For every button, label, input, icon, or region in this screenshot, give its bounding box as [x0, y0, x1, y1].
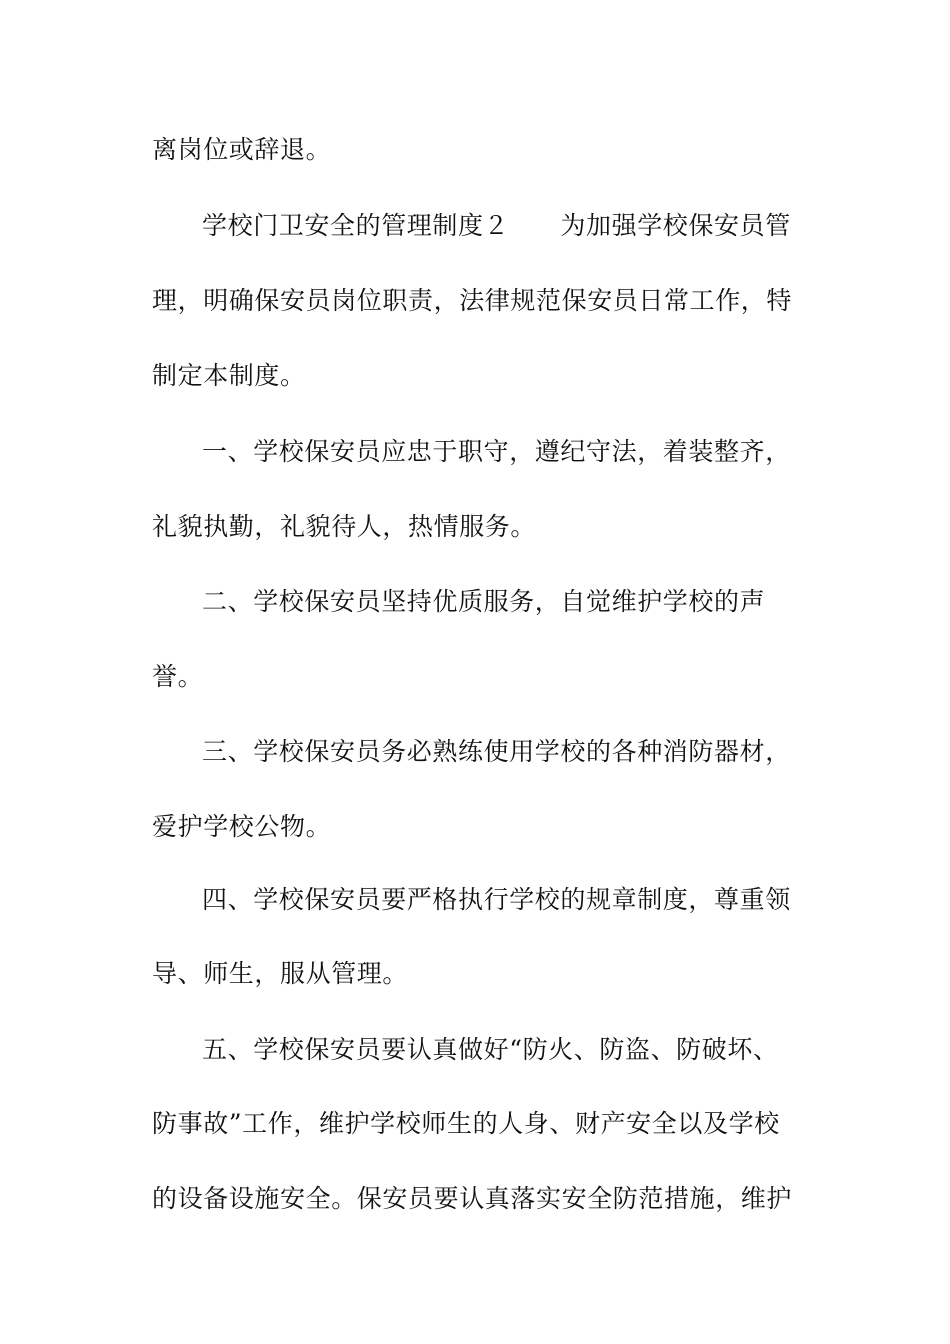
- text-line: 的设备设施安全。保安员要认真落实安全防范措施，维护: [152, 1184, 793, 1213]
- text-line: 理，明确保安员岗位职责，法律规范保安员日常工作，特: [152, 286, 793, 315]
- text-line: 四、学校保安员要严格执行学校的规章制度，尊重领: [202, 885, 791, 914]
- text-line: 三、学校保安员务必熟练使用学校的各种消防器材，: [202, 737, 791, 766]
- text-line: 导、师生，服从管理。: [152, 959, 409, 988]
- text-line: 离岗位或辞退。: [152, 135, 332, 164]
- text-line: 爱护学校公物。: [152, 812, 332, 841]
- text-line: 学校门卫安全的管理制度２ 为加强学校保安员管: [202, 211, 791, 240]
- text-line: 一、学校保安员应忠于职守，遵纪守法，着装整齐，: [202, 437, 791, 466]
- text-line: 五、学校保安员要认真做好“防火、防盗、防破坏、: [202, 1035, 779, 1064]
- text-line: 制定本制度。: [152, 361, 306, 390]
- text-line: 二、学校保安员坚持优质服务，自觉维护学校的声: [202, 587, 766, 616]
- text-line: 防事故”工作，维护学校师生的人身、财产安全以及学校: [152, 1109, 780, 1138]
- text-line: 礼貌执勤，礼貌待人，热情服务。: [152, 512, 537, 541]
- text-line: 誉。: [152, 662, 204, 691]
